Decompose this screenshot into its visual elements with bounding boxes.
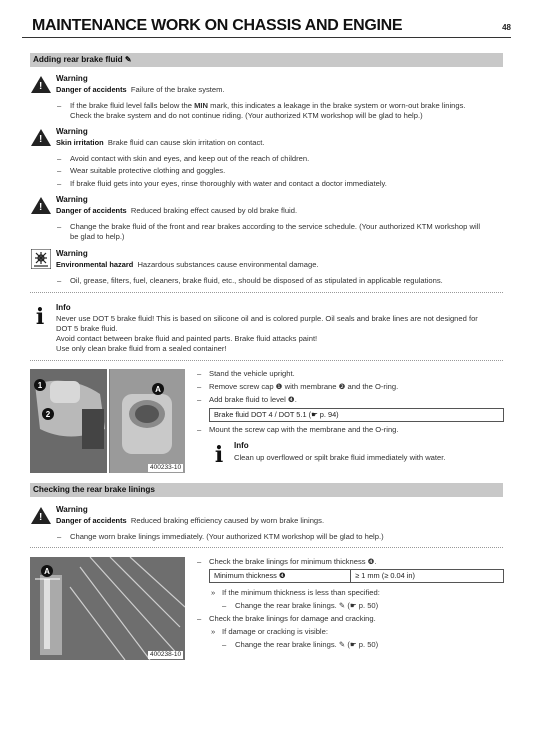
warning-icon: ! [31, 507, 51, 524]
info-title: Info [234, 441, 249, 450]
section-title: Adding rear brake fluid ✎ [33, 55, 132, 64]
photo-illustration [30, 369, 185, 473]
marker-1: 1 [37, 381, 43, 390]
environment-hazard-icon [31, 249, 51, 269]
step-item: Check the brake linings for damage and cracking. [209, 614, 376, 623]
figure-caption: 400233-10 [150, 464, 182, 471]
page-number: 48 [502, 23, 511, 32]
warning-text: Danger of accidents Reduced braking efficiency caused by worn brake linings. [56, 516, 325, 525]
info-text: Clean up overflowed or spilt brake fluid immediately with water. [234, 453, 446, 462]
brake-reservoir-photo [30, 369, 185, 473]
info-icon: i [214, 442, 224, 468]
step-item: Mount the screw cap with the membrane and the O-ring. [209, 425, 399, 434]
info-line: Never use DOT 5 brake fluid! This is based on silicone oil and is colored purple. Oil seals and brake lines are not designed for [56, 314, 478, 323]
action-item: Change the rear brake linings. ✎ (☛ p. 50) [235, 601, 379, 610]
condition-item: If the minimum thickness is less than specified: [222, 588, 380, 597]
spec-table [209, 569, 504, 583]
marker-a: A [44, 567, 50, 576]
spec-label-cell: Minimum thickness ❹ [210, 570, 351, 583]
warning-text: Environmental hazard Hazardous substances cause environmental damage. [56, 260, 319, 269]
page-title: MAINTENANCE WORK ON CHASSIS AND ENGINE [32, 17, 403, 34]
figure-caption: 400238-10 [150, 651, 182, 658]
warning-text: Danger of accidents Failure of the brake system. [56, 85, 225, 94]
marker-2: 2 [45, 410, 51, 419]
info-line: Avoid contact between brake fluid and painted parts. Brake fluid attacks paint! [56, 334, 318, 343]
list-item: Avoid contact with skin and eyes, and keep out of the reach of children. [70, 154, 310, 163]
condition-item: If damage or cracking is visible: [222, 627, 328, 636]
list-item: If the brake fluid level falls below the MIN mark, this indicates a leakage in the brake system or worn-out brake linings. [70, 101, 466, 110]
action-item: Change the rear brake linings. ✎ (☛ p. 50) [235, 640, 379, 649]
list-item: be glad to help.) [70, 232, 125, 241]
list-item: Oil, grease, filters, fuel, cleaners, brake fluid, etc., should be disposed of as stipulated in applicable regulations. [70, 276, 443, 285]
divider [30, 547, 503, 548]
step-item: Check the brake linings for minimum thickness ❹. [209, 557, 377, 566]
info-icon: i [35, 304, 45, 330]
spec-value-cell: ≥ 1 mm (≥ 0.04 in) [351, 570, 504, 583]
spec-table [209, 408, 504, 422]
step-item: Remove screw cap ❶ with membrane ❷ and the O-ring. [209, 382, 399, 391]
info-line: Use only clean brake fluid from a sealed container! [56, 344, 227, 353]
list-item: Wear suitable protective clothing and goggles. [70, 166, 226, 175]
info-line: DOT 5 brake fluid. [56, 324, 118, 333]
warning-title: Warning [56, 127, 88, 136]
warning-icon: ! [31, 129, 51, 146]
divider [30, 360, 503, 361]
warning-title: Warning [56, 505, 88, 514]
wrench-icon: ✎ [124, 55, 132, 64]
list-item: If brake fluid gets into your eyes, rinse thoroughly with water and contact a doctor immediately. [70, 179, 387, 188]
brake-linings-photo [30, 557, 185, 660]
warning-text: Skin irritation Brake fluid can cause skin irritation on contact. [56, 138, 265, 147]
warning-icon: ! [31, 76, 51, 93]
warning-title: Warning [56, 74, 88, 83]
warning-title: Warning [56, 249, 88, 258]
marker-a: A [155, 385, 161, 394]
step-item: Add brake fluid to level ❹. [209, 395, 297, 404]
photo-illustration [30, 557, 185, 660]
header-rule [22, 37, 511, 38]
info-title: Info [56, 303, 71, 312]
warning-icon: ! [31, 197, 51, 214]
step-item: Stand the vehicle upright. [209, 369, 295, 378]
warning-text: Danger of accidents Reduced braking effect caused by old brake fluid. [56, 206, 298, 215]
list-item: Change the brake fluid of the front and rear brakes according to the service schedule. (Your authorized KTM workshop will [70, 222, 481, 231]
warning-title: Warning [56, 195, 88, 204]
list-item: Change worn brake linings immediately. (Your authorized KTM workshop will be glad to help.) [70, 532, 384, 541]
spec-cell: Brake fluid DOT 4 / DOT 5.1 (☛ p. 94) [210, 409, 504, 422]
section-title: Checking the rear brake linings [33, 485, 155, 494]
divider [30, 292, 503, 293]
list-item: Check the brake system and do not continue riding. (Your authorized KTM workshop will be glad to help.) [70, 111, 423, 120]
